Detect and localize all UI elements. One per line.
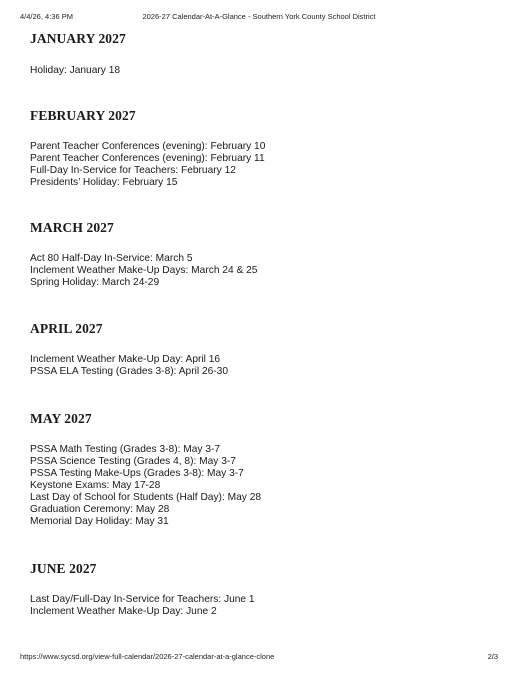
- event-list: [30, 594, 255, 618]
- month-section-march: [30, 220, 257, 289]
- page-number: 2/3: [487, 652, 498, 661]
- event-item: Last Day/Full-Day In-Service for Teachers: June 1: [30, 594, 255, 605]
- event-item: Full-Day In-Service for Teachers: February 12: [30, 165, 236, 176]
- event-item: Spring Holiday: March 24-29: [30, 277, 160, 288]
- month-section-january: [30, 31, 126, 77]
- month-section-june: [30, 561, 255, 618]
- print-datetime: 4/4/26, 4:36 PM: [20, 12, 73, 21]
- month-heading: FEBRUARY 2027: [30, 108, 136, 123]
- month-section-may: [30, 411, 261, 528]
- event-list: [30, 444, 261, 528]
- event-list: [30, 253, 257, 289]
- event-item: Memorial Day Holiday: May 31: [30, 516, 169, 527]
- event-item: Parent Teacher Conferences (evening): February 10: [30, 141, 266, 152]
- event-item: PSSA Testing Make-Ups (Grades 3-8): May 3-7: [30, 468, 244, 479]
- event-list: [30, 141, 265, 189]
- event-item: Act 80 Half-Day In-Service: March 5: [30, 253, 193, 264]
- event-list: [30, 65, 126, 77]
- month-heading: APRIL 2027: [30, 321, 103, 336]
- event-item: Parent Teacher Conferences (evening): February 11: [30, 153, 265, 164]
- event-item: PSSA ELA Testing (Grades 3-8): April 26-30: [30, 366, 229, 377]
- event-item: Holiday: January 18: [30, 65, 121, 76]
- event-item: Inclement Weather Make-Up Day: April 16: [30, 354, 221, 365]
- month-heading: MAY 2027: [30, 411, 92, 426]
- month-section-february: [30, 108, 265, 189]
- print-document-title: 2026-27 Calendar-At-A-Glance - Southern York County School District: [142, 12, 376, 21]
- month-heading: MARCH 2027: [30, 220, 114, 235]
- event-item: Inclement Weather Make-Up Day: June 2: [30, 606, 217, 617]
- event-item: Last Day of School for Students (Half Day): May 28: [30, 492, 262, 503]
- month-section-april: [30, 321, 228, 378]
- event-item: PSSA Math Testing (Grades 3-8): May 3-7: [30, 444, 221, 455]
- event-item: Graduation Ceremony: May 28: [30, 504, 170, 515]
- page-url: https://www.sycsd.org/view-full-calendar/2026-27-calendar-at-a-glance-clone: [20, 652, 275, 661]
- event-item: Inclement Weather Make-Up Days: March 24 & 25: [30, 265, 258, 276]
- event-item: Keystone Exams: May 17-28: [30, 480, 161, 491]
- event-list: [30, 354, 228, 378]
- event-item: Presidents’ Holiday: February 15: [30, 177, 178, 188]
- month-heading: JUNE 2027: [30, 561, 97, 576]
- month-heading: JANUARY 2027: [30, 31, 126, 46]
- event-item: PSSA Science Testing (Grades 4, 8): May 3-7: [30, 456, 236, 467]
